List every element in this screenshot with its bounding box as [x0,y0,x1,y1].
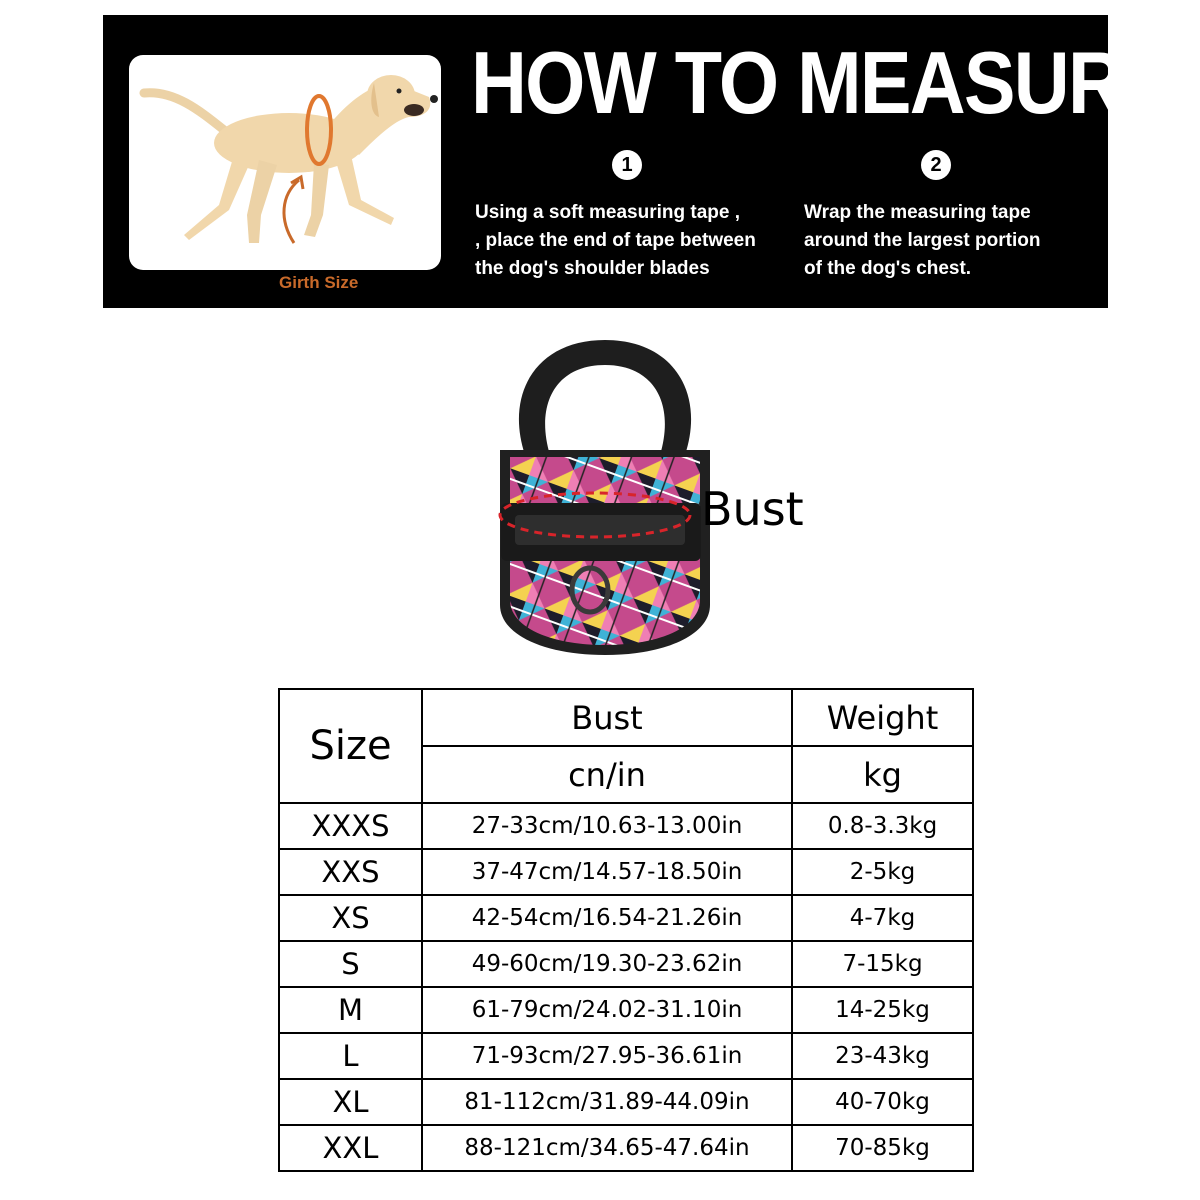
table-row [279,803,973,849]
table-row [279,895,973,941]
step-1-line: , place the end of tape between [475,230,756,251]
how-to-measure-banner [103,15,1173,308]
weight-unit-header: kg [792,746,973,803]
step-2-line: Wrap the measuring tape [804,202,1031,223]
step-2-line: of the dog's chest. [804,258,972,279]
weight-cell: 70-85kg [792,1125,973,1171]
bust-cell: 61-79cm/24.02-31.10in [422,987,792,1033]
weight-cell: 2-5kg [792,849,973,895]
size-cell: M [279,987,422,1033]
size-cell: XL [279,1079,422,1125]
size-cell: XXXS [279,803,422,849]
table-row [279,987,973,1033]
weight-cell: 14-25kg [792,987,973,1033]
step-2-line: around the largest portion [804,230,1041,251]
size-cell: XS [279,895,422,941]
size-chart-table [278,688,974,1172]
weight-header: Weight [792,689,973,746]
size-cell: L [279,1033,422,1079]
bust-label: Bust [701,482,804,536]
bust-header: Bust [422,689,792,746]
table-row [279,849,973,895]
step-2-badge: 2 [921,150,951,180]
bust-cell: 71-93cm/27.95-36.61in [422,1033,792,1079]
step-1-line: the dog's shoulder blades [475,258,710,279]
size-cell: XXS [279,849,422,895]
size-header: Size [279,689,422,803]
weight-cell: 0.8-3.3kg [792,803,973,849]
size-cell: S [279,941,422,987]
table-row [279,1033,973,1079]
banner-title: HOW TO MEASURE [471,33,1173,132]
girth-size-label: Girth Size [279,273,359,292]
table-row [279,1125,973,1171]
bust-cell: 27-33cm/10.63-13.00in [422,803,792,849]
bust-cell: 81-112cm/31.89-44.09in [422,1079,792,1125]
harness-image [495,335,715,655]
weight-cell: 7-15kg [792,941,973,987]
step-1-line: Using a soft measuring tape , [475,202,740,223]
weight-cell: 4-7kg [792,895,973,941]
weight-cell: 23-43kg [792,1033,973,1079]
bust-cell: 88-121cm/34.65-47.64in [422,1125,792,1171]
bust-cell: 42-54cm/16.54-21.26in [422,895,792,941]
dog-illustration-card [129,55,441,292]
step-2-text [804,199,1040,283]
size-cell: XXL [279,1125,422,1171]
table-row [279,1079,973,1125]
bust-unit-header: cn/in [422,746,792,803]
step-1-badge: 1 [612,150,642,180]
bust-cell: 49-60cm/19.30-23.62in [422,941,792,987]
bust-cell: 37-47cm/14.57-18.50in [422,849,792,895]
dog-illustration [129,55,441,270]
step-1-text [475,199,756,283]
weight-cell: 40-70kg [792,1079,973,1125]
table-row [279,941,973,987]
